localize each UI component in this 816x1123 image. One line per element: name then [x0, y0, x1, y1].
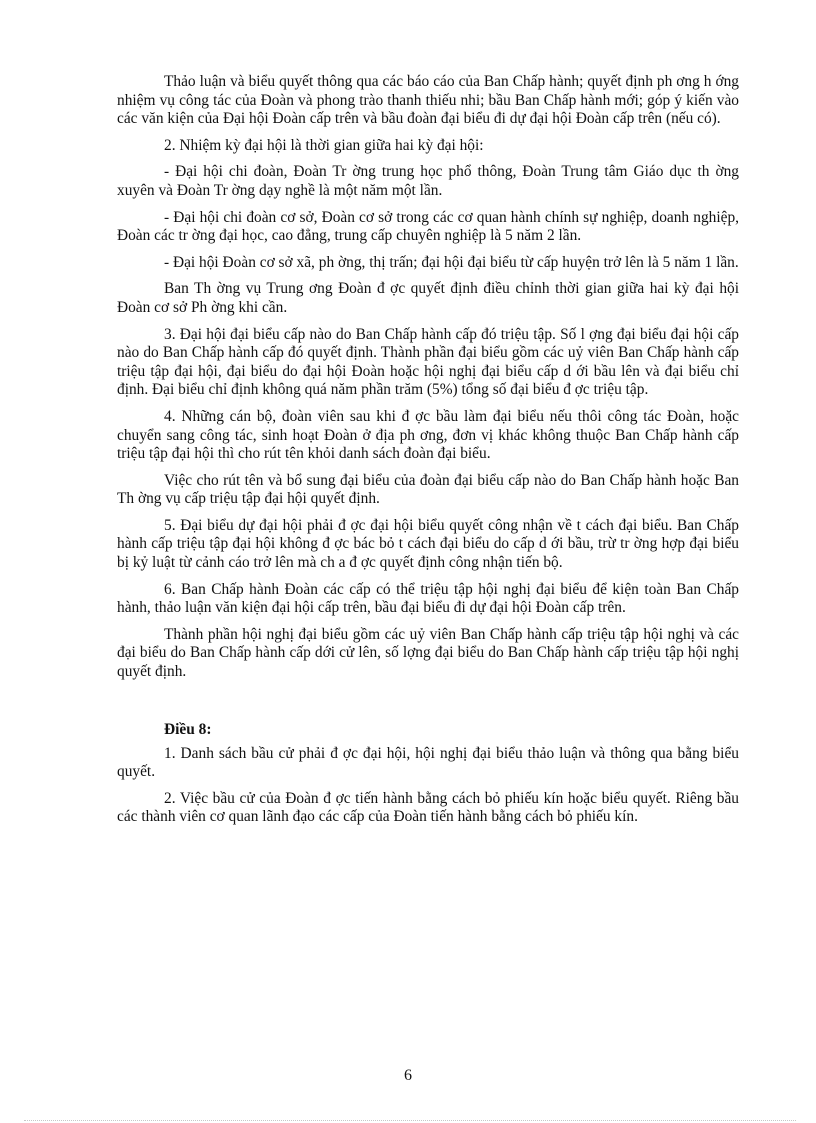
article-heading: Điều 8: — [164, 720, 212, 738]
paragraph-voting-method: 2. Việc bầu cử của Đoàn đ ợc tiến hành bằng cách bỏ phiếu kín hoặc biểu quyết. Riêng bầu các thành viên cơ quan lãnh đạo các cấp của Đoàn tiến hành bằng cách bỏ phiếu kín. — [117, 789, 739, 826]
paragraph-withdrawal-decision: Việc cho rút tên và bổ sung đại biểu của đoàn đại biểu cấp nào do Ban Chấp hành hoặc Ban Th ờng vụ cấp triệu tập đại hội quyết định. — [117, 471, 739, 508]
paragraph-delegate-conference: 6. Ban Chấp hành Đoàn các cấp có thể triệu tập hội nghị đại biểu để kiện toàn Ban Chấp hành, thảo luận văn kiện đại hội cấp trên, bầu đại biểu đi dự đại hội Đoàn cấp trên. — [117, 580, 739, 617]
page-bottom-divider — [24, 1120, 796, 1121]
paragraph-delegates-convened: 3. Đại hội đại biểu cấp nào do Ban Chấp hành cấp đó triệu tập. Số l ợng đại biểu đại hội cấp nào do Ban Chấp hành cấp đó quyết định. Thành phần đại biểu gồm các uỷ viên Ban Chấp hành cấp triệu tập đại hội, đại biểu do đại hội Đoàn hoặc hội nghị đại biểu cấp d ới bầu lên và đại biểu chỉ định. Đại biểu chỉ định không quá năm phần trăm (5%) tổng số đại biểu đ ợc triệu tập. — [117, 325, 739, 399]
paragraph-election-tasks: Thảo luận và biểu quyết thông qua các báo cáo của Ban Chấp hành; quyết định ph ơng h ớng nhiệm vụ công tác của Đoàn và phong trào thanh thiếu nhi; bầu Ban Chấp hành mới; góp ý kiến vào các văn kiện của Đại hội Đoàn cấp trên và bầu đoàn đại biểu đi dự đại hội Đoàn cấp trên (nếu có). — [117, 73, 739, 128]
page-body — [117, 73, 739, 835]
paragraph-term-yearly: - Đại hội chi đoàn, Đoàn Tr ờng trung học phổ thông, Đoàn Trung tâm Giáo dục th ờng xuyên và Đoàn Tr ờng dạy nghề là một năm một lần. — [117, 163, 739, 199]
paragraph-delegate-credentials: 5. Đại biểu dự đại hội phải đ ợc đại hội biểu quyết công nhận về t cách đại biểu. Ban Chấp hành cấp triệu tập đại hội không đ ợc bác bỏ t cách đại biểu do cấp d ới bầu, trừ tr ờng hợp đại biểu bị kỷ luật từ cảnh cáo trở lên mà ch a đ ợc quyết định công nhận tiến bộ. — [117, 516, 739, 572]
paragraph-ballot-list: 1. Danh sách bầu cử phải đ ợc đại hội, hội nghị đại biểu thảo luận và thông qua bằng biểu quyết. — [117, 744, 739, 781]
paragraph-term-intro: 2. Nhiệm kỳ đại hội là thời gian giữa hai kỳ đại hội: — [164, 136, 484, 154]
paragraph-term-5y-2: - Đại hội chi đoàn cơ sở, Đoàn cơ sở trong các cơ quan hành chính sự nghiệp, doanh nghiệp, Đoàn các tr ờng đại học, cao đẳng, trung cấp chuyên nghiệp là 5 năm 2 lần. — [117, 208, 739, 245]
paragraph-standing-committee: Ban Th ờng vụ Trung ơng Đoàn đ ợc quyết định điều chỉnh thời gian giữa hai kỳ đại hội Đoàn cơ sở Ph ờng khi cần. — [117, 280, 739, 316]
page-number: 6 — [404, 1067, 412, 1084]
paragraph-term-5y-1: - Đại hội Đoàn cơ sở xã, ph ờng, thị trấn; đại hội đại biểu từ cấp huyện trở lên là 5 năm 1 lần. — [164, 253, 739, 271]
paragraph-delegate-withdrawal: 4. Những cán bộ, đoàn viên sau khi đ ợc bầu làm đại biểu nếu thôi công tác Đoàn, hoặc chuyển sang công tác, sinh hoạt Đoàn ở địa ph ơng, đơn vị khác không thuộc Ban Chấp hành cấp triệu tập đại hội thì cho rút tên khỏi danh sách đoàn đại biểu. — [117, 407, 739, 463]
paragraph-conference-composition: Thành phần hội nghị đại biểu gồm các uỷ viên Ban Chấp hành cấp triệu tập hội nghị và các đại biểu do Ban Chấp hành cấp dới cử lên, số lợng đại biểu do Ban Chấp hành cấp triệu tập hội nghị quyết định. — [117, 625, 739, 681]
